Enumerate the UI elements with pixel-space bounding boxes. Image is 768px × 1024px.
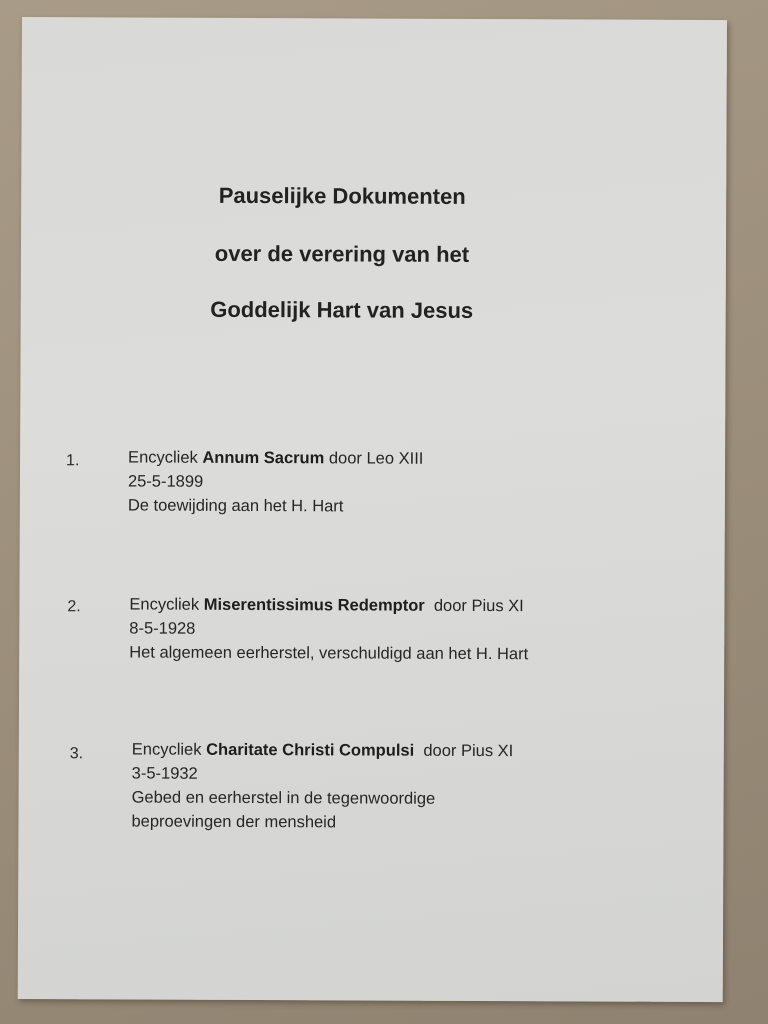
item-description: beproevingen der mensheid <box>131 812 337 832</box>
encyclical-name: Charitate Christi Compulsi <box>206 740 415 760</box>
item-date: 25-5-1899 <box>127 472 204 491</box>
item-author: door Leo XIII <box>328 449 424 468</box>
item-heading <box>129 592 528 618</box>
title-line-2: over de verering van het <box>214 240 470 267</box>
encyclical-name: Miserentissimus Redemptor <box>203 595 425 615</box>
item-date: 8-5-1928 <box>129 619 196 638</box>
list-item <box>131 737 513 835</box>
item-prefix: Encycliek <box>131 740 202 759</box>
list-item <box>129 592 528 666</box>
title-line-3: Goddelijk Hart van Jesus <box>210 296 474 323</box>
list-item <box>128 445 424 518</box>
item-author: door Pius XI <box>433 596 524 616</box>
encyclical-name: Annum Sacrum <box>202 448 325 468</box>
item-date: 3-5-1932 <box>131 764 198 783</box>
item-number: 2. <box>67 598 81 616</box>
booklet-cover <box>18 17 727 1002</box>
item-heading <box>128 445 423 470</box>
item-prefix: Encycliek <box>128 448 198 467</box>
item-number: 3. <box>69 745 84 763</box>
item-description: De toewijding aan het H. Hart <box>127 496 344 516</box>
item-author: door Pius XI <box>423 741 514 761</box>
title-line-1: Pauselijke Dokumenten <box>218 182 466 209</box>
item-heading <box>132 737 514 763</box>
item-number: 1. <box>66 452 80 470</box>
item-description: Gebed en eerherstel in de tegenwoordige <box>131 788 436 808</box>
item-description: Het algemeen eerherstel, verschuldigd aan het H. Hart <box>129 643 529 664</box>
item-prefix: Encycliek <box>129 595 200 614</box>
